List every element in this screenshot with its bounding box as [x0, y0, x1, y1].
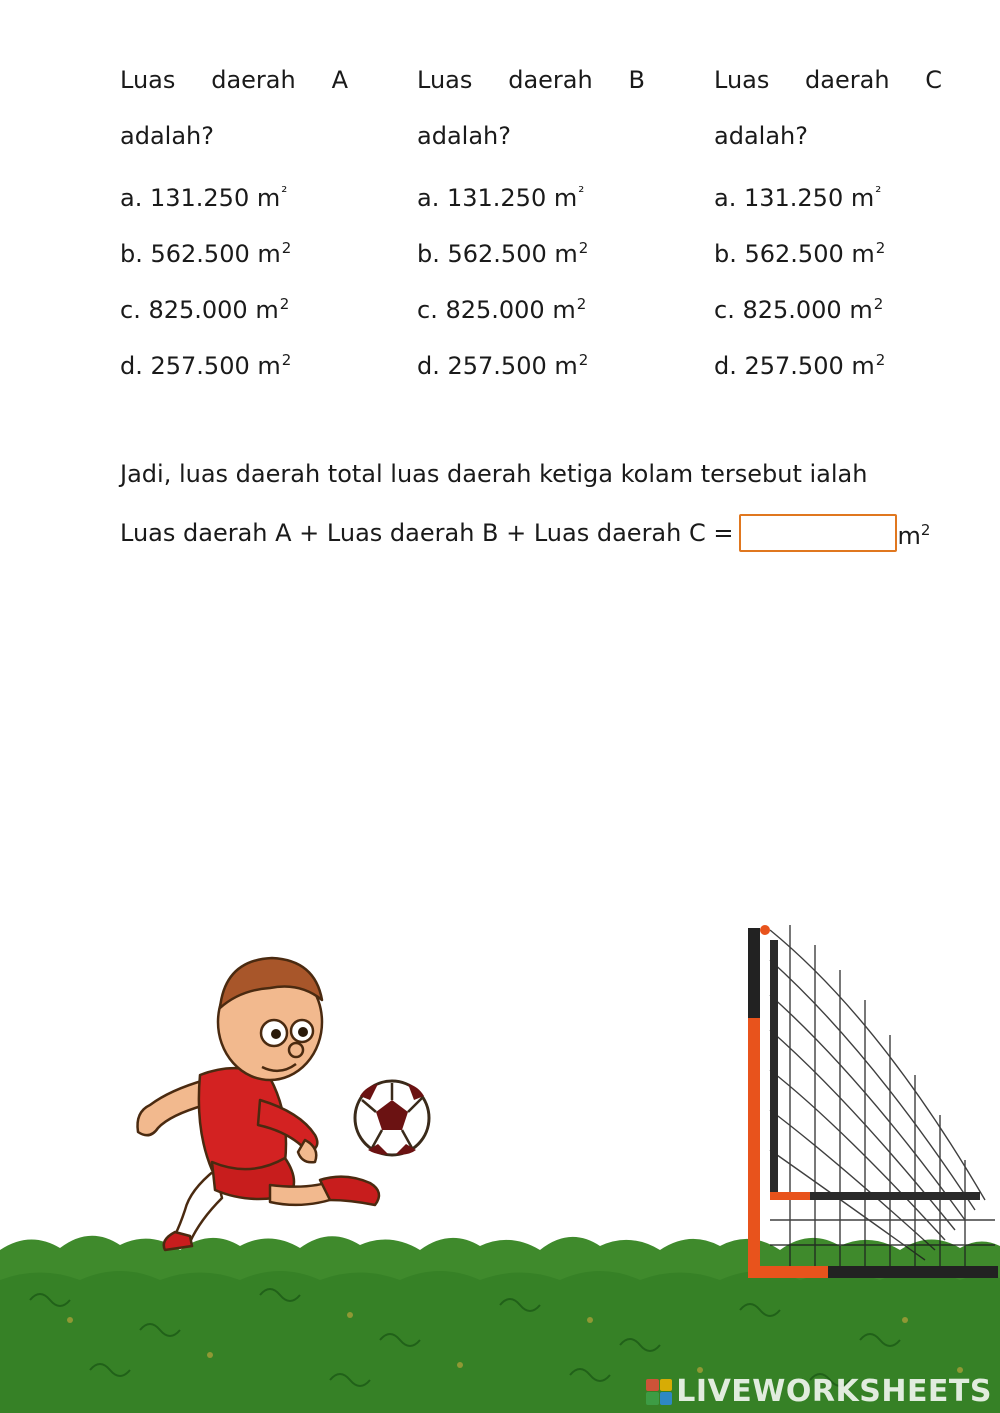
- unit-text: m: [897, 522, 921, 550]
- word: daerah: [805, 66, 890, 94]
- question-a-title: [120, 58, 348, 114]
- option-sup: 2: [279, 295, 290, 313]
- option-sup: ²: [578, 183, 585, 201]
- option-a-b[interactable]: [120, 226, 348, 282]
- option-label: a. 131.250 m: [417, 184, 578, 212]
- unit-sup: 2: [920, 521, 931, 539]
- soccer-goal: [748, 925, 998, 1278]
- option-sup: 2: [578, 351, 589, 369]
- option-b-d[interactable]: [417, 338, 645, 394]
- question-b-line2: adalah?: [417, 122, 511, 150]
- question-c-title: [714, 58, 942, 114]
- question-a-line2: adalah?: [120, 122, 214, 150]
- word: C: [925, 66, 942, 94]
- option-label: d. 257.500 m: [417, 352, 578, 380]
- option-a-d[interactable]: [120, 338, 348, 394]
- option-label: a. 131.250 m: [714, 184, 875, 212]
- question-c-line2: adalah?: [714, 122, 808, 150]
- summary-line1: Jadi, luas daerah total luas daerah ketiga kolam tersebut ialah: [120, 460, 868, 488]
- liveworksheets-logo-icon: [646, 1379, 672, 1405]
- word: daerah: [508, 66, 593, 94]
- option-label: b. 562.500 m: [417, 240, 578, 268]
- unit-label: [897, 508, 930, 558]
- option-sup: ²: [875, 183, 882, 201]
- total-area-input[interactable]: [739, 514, 897, 552]
- option-label: b. 562.500 m: [120, 240, 281, 268]
- soccer-player: [138, 958, 380, 1250]
- question-c: [714, 58, 942, 394]
- option-c-a[interactable]: [714, 170, 942, 226]
- option-a-a[interactable]: [120, 170, 348, 226]
- soccer-ball: [355, 1081, 429, 1155]
- option-label: c. 825.000 m: [714, 296, 873, 324]
- option-sup: 2: [873, 295, 884, 313]
- option-sup: 2: [875, 351, 886, 369]
- summary-equation: Luas daerah A + Luas daerah B + Luas daerah C =: [120, 519, 734, 547]
- word: B: [628, 66, 645, 94]
- option-label: a. 131.250 m: [120, 184, 281, 212]
- question-b-title: [417, 58, 645, 114]
- word: Luas: [417, 66, 473, 94]
- option-sup: 2: [875, 239, 886, 257]
- option-label: c. 825.000 m: [120, 296, 279, 324]
- option-b-b[interactable]: [417, 226, 645, 282]
- option-c-b[interactable]: [714, 226, 942, 282]
- option-sup: 2: [578, 239, 589, 257]
- word: daerah: [211, 66, 296, 94]
- soccer-illustration: [0, 900, 1000, 1413]
- option-sup: 2: [281, 351, 292, 369]
- question-a: [120, 58, 348, 394]
- option-label: d. 257.500 m: [714, 352, 875, 380]
- question-b: [417, 58, 645, 394]
- summary-line2: [120, 508, 930, 558]
- word: Luas: [120, 66, 176, 94]
- option-label: b. 562.500 m: [714, 240, 875, 268]
- option-sup: ²: [281, 183, 288, 201]
- option-sup: 2: [281, 239, 292, 257]
- option-b-a[interactable]: [417, 170, 645, 226]
- word: A: [331, 66, 348, 94]
- word: Luas: [714, 66, 770, 94]
- option-c-d[interactable]: [714, 338, 942, 394]
- option-sup: 2: [576, 295, 587, 313]
- liveworksheets-watermark: [646, 1374, 992, 1409]
- option-c-c[interactable]: [714, 282, 942, 338]
- option-a-c[interactable]: [120, 282, 348, 338]
- option-label: d. 257.500 m: [120, 352, 281, 380]
- option-b-c[interactable]: [417, 282, 645, 338]
- watermark-text: LIVEWORKSHEETS: [676, 1374, 992, 1409]
- option-label: c. 825.000 m: [417, 296, 576, 324]
